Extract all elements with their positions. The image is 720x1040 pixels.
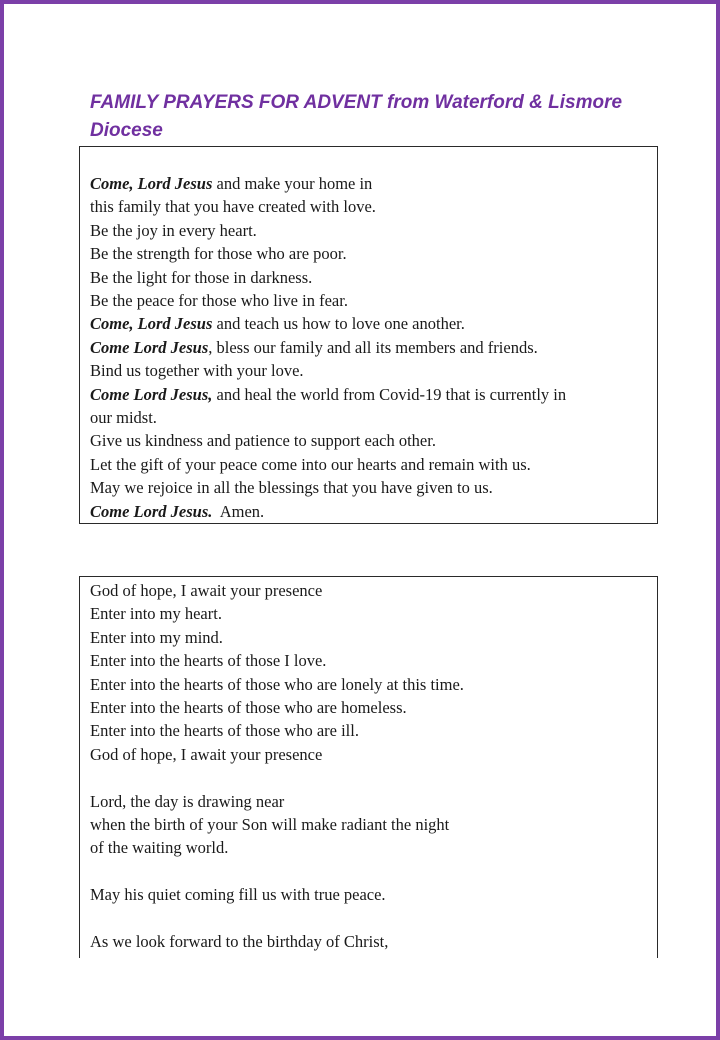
- emphasis-text: Come, Lord Jesus: [90, 314, 213, 334]
- prayer-line: Come, Lord Jesus and teach us how to love one another.: [90, 314, 465, 334]
- prayer-line: Bind us together with your love.: [90, 361, 304, 381]
- prayer-1-text: [90, 172, 649, 523]
- prayer-line: Be the peace for those who live in fear.: [90, 291, 348, 311]
- prayer-line: Enter into the hearts of those I love.: [90, 651, 327, 671]
- prayer-line: Let the gift of your peace come into our hearts and remain with us.: [90, 454, 531, 474]
- prayer-line: Enter into the hearts of those who are lonely at this time.: [90, 674, 464, 694]
- prayer-box-1: [79, 146, 658, 524]
- prayer-box-2: [79, 576, 658, 958]
- prayer-2-text: [90, 579, 649, 953]
- prayer-line: of the waiting world.: [90, 838, 229, 858]
- emphasis-text: Come Lord Jesus,: [90, 384, 213, 404]
- prayer-line: our midst.: [90, 408, 157, 428]
- prayer-line: Enter into the hearts of those who are ill.: [90, 721, 359, 741]
- emphasis-text: Come Lord Jesus.: [90, 501, 213, 521]
- prayer-line: God of hope, I await your presence: [90, 744, 323, 764]
- document-title: FAMILY PRAYERS FOR ADVENT from Waterford & Lismore Diocese: [90, 92, 623, 141]
- prayer-line: when the birth of your Son will make radiant the night: [90, 815, 450, 835]
- prayer-line: Enter into the hearts of those who are homeless.: [90, 698, 407, 718]
- prayer-line: Come Lord Jesus, bless our family and all its members and friends.: [90, 337, 538, 357]
- prayer-line: May we rejoice in all the blessings that you have given to us.: [90, 478, 493, 498]
- prayer-line: God of hope, I await your presence: [90, 581, 323, 600]
- blank-line: [90, 766, 649, 789]
- prayer-line: Be the joy in every heart.: [90, 220, 257, 240]
- blank-line: [90, 907, 649, 930]
- prayer-line: Enter into my heart.: [90, 604, 222, 624]
- prayer-line: As we look forward to the birthday of Christ,: [90, 932, 389, 952]
- prayer-line: Give us kindness and patience to support each other.: [90, 431, 436, 451]
- blank-line: [90, 860, 649, 883]
- prayer-line: Come Lord Jesus, and heal the world from Covid-19 that is currently in: [90, 384, 567, 404]
- prayer-line: May his quiet coming fill us with true peace.: [90, 885, 386, 905]
- emphasis-text: Come, Lord Jesus: [90, 174, 213, 193]
- prayer-line: this family that you have created with love.: [90, 197, 376, 217]
- prayer-line: Come Lord Jesus. Amen.: [90, 501, 265, 521]
- prayer-line: Come, Lord Jesus and make your home in: [90, 174, 373, 193]
- prayer-line: Enter into my mind.: [90, 627, 223, 647]
- prayer-line: Be the light for those in darkness.: [90, 267, 313, 287]
- prayer-line: Be the strength for those who are poor.: [90, 244, 347, 264]
- emphasis-text: Come Lord Jesus: [90, 337, 209, 357]
- prayer-line: Lord, the day is drawing near: [90, 791, 285, 811]
